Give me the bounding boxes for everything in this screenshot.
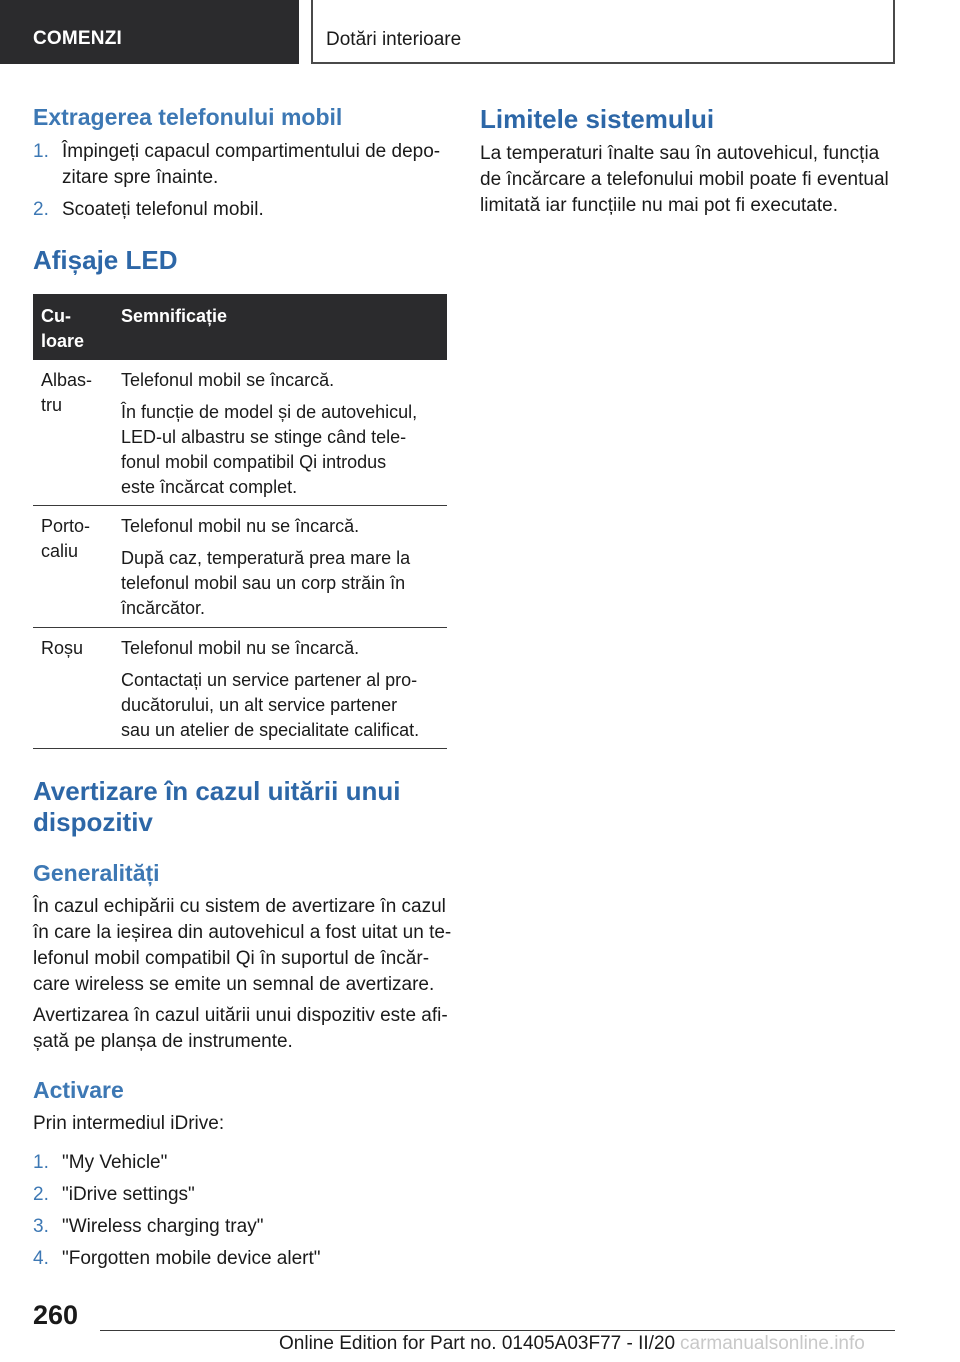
list-item	[33, 1150, 447, 1176]
row-meaning: Telefonul mobil nu se încarcă. Contactați un service partener al pro- ducătorului, un alt service partener sau un atelier de specialitate calificat.	[121, 638, 420, 740]
led-heading: Afișaje LED	[33, 245, 178, 275]
header-section-label: COMENZI	[33, 28, 123, 49]
limits-heading: Limitele sistemului	[480, 104, 715, 134]
limits-paragraph: La temperaturi înalte sau în autovehicul, funcția de încărcare a telefonului mobil poate fi eventual limitată iar funcțiile nu mai pot fi executate.	[480, 143, 889, 216]
list-item	[33, 197, 447, 223]
row-color: Roșu	[41, 638, 84, 658]
step-number: 3.	[33, 1216, 49, 1237]
row-meaning: Telefonul mobil se încarcă. În funcție de model și de autovehicul, LED-ul albastru se stinge când tele- fonul mobil compatibil Qi introdus este încărcat complet.	[121, 370, 418, 497]
header-chapter-tab	[311, 0, 895, 64]
step-text: "My Vehicle"	[62, 1152, 168, 1173]
list-item	[33, 139, 447, 191]
page-number: 260	[33, 1300, 79, 1330]
led-table	[33, 294, 447, 749]
header-chapter-label: Dotări interioare	[326, 29, 462, 50]
step-text: "Forgotten mobile device alert"	[62, 1248, 321, 1269]
step-number: 1.	[33, 1152, 49, 1173]
step-text-line: zitare spre înainte.	[62, 167, 219, 188]
list-item	[33, 1182, 447, 1208]
header-section-tab	[0, 0, 299, 64]
step-number: 2.	[33, 1184, 49, 1205]
table-header	[33, 294, 447, 360]
watermark: carmanualsonline.info	[680, 1333, 865, 1354]
table-row	[33, 628, 447, 749]
edition-text: Online Edition for Part no. 01405A03F77 - II/20	[279, 1333, 676, 1354]
header-meaning: Semnificație	[121, 306, 228, 326]
general-paragraph: Avertizarea în cazul uitării unui dispozitiv este afi- șată pe planșa de instrumente.	[33, 1005, 448, 1052]
general-heading: Generalități	[33, 860, 160, 886]
step-text-line: Scoateți telefonul mobil.	[62, 199, 264, 220]
step-text: "Wireless charging tray"	[62, 1216, 264, 1237]
general-paragraph: În cazul echipării cu sistem de avertizare în cazul în care la ieșirea din autovehicul a fost uitat un te- lefonul mobil compatibil Qi în suportul de încăr- care wireless se emite un semnal de avertizare.	[33, 896, 452, 995]
step-number: 4.	[33, 1248, 49, 1269]
activation-steps	[33, 1150, 447, 1272]
step-text-line: Împingeți capacul compartimentului de depo-	[62, 141, 441, 162]
removal-heading: Extragerea telefonului mobil	[33, 104, 343, 130]
step-number: 1.	[33, 141, 49, 162]
row-color: Porto- caliu	[41, 516, 91, 561]
table-row	[33, 506, 447, 628]
header-color: Cu- loare	[41, 306, 85, 351]
removal-steps	[33, 139, 447, 223]
table-row	[33, 360, 447, 506]
list-item	[33, 1214, 447, 1240]
footer-divider	[100, 1330, 895, 1331]
row-color: Albas- tru	[41, 370, 93, 415]
activation-intro: Prin intermediul iDrive:	[33, 1113, 225, 1134]
row-meaning: Telefonul mobil nu se încarcă. După caz, temperatură prea mare la telefonul mobil sau un corp străin în încărcător.	[121, 516, 411, 618]
list-item	[33, 1246, 447, 1272]
forgotten-heading: Avertizare în cazul uitării unui dispozitiv	[33, 776, 401, 837]
activation-heading: Activare	[33, 1077, 124, 1103]
step-text: "iDrive settings"	[62, 1184, 195, 1205]
step-number: 2.	[33, 199, 49, 220]
